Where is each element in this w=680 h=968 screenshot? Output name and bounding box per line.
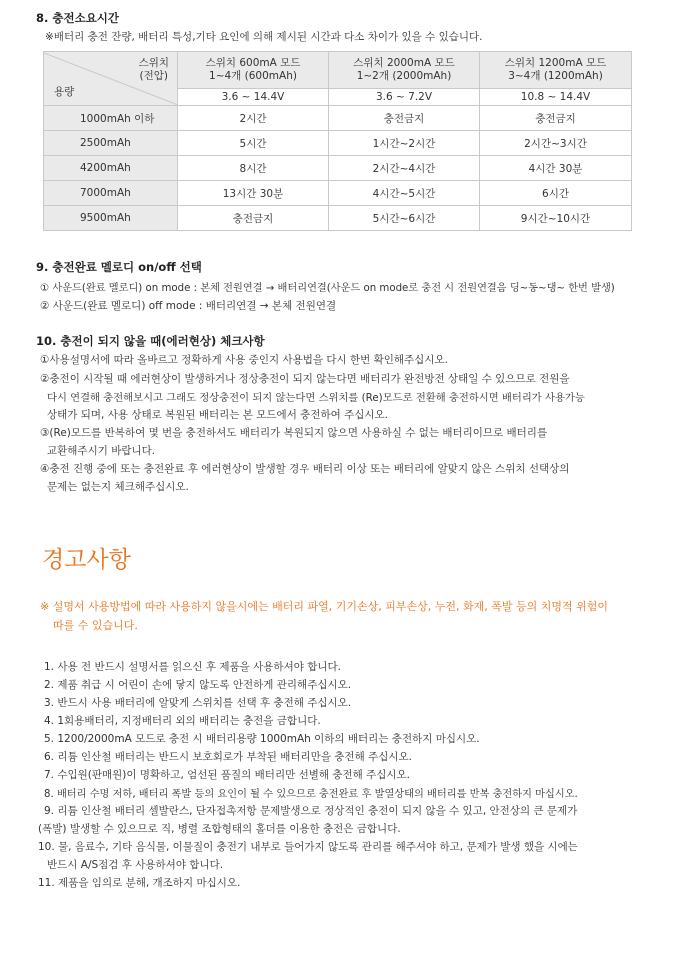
table-row (44, 106, 632, 131)
header-1200ma (480, 52, 632, 89)
time-cell: 2시간~4시간 (329, 156, 480, 181)
voltage-1200ma: 10.8 ~ 14.4V (480, 89, 632, 106)
time-cell: 5시간~6시간 (329, 206, 480, 231)
warning-item: 11. 제품을 임의로 분해, 개조하지 마십시오. (38, 877, 241, 889)
warning-item: 9. 리튬 인산철 배터리 셀발란스, 단자접촉저항 문제발생으로 정상적인 충전이 되지 않을 수 있고, 안전상의 큰 문제가 (44, 805, 578, 817)
warning-item: 5. 1200/2000mA 모드로 충전 시 배터리용량 1000mAh 이하의 배터리는 충전하지 마십시오. (44, 733, 480, 745)
section10-title: 10. 충전이 되지 않을 때(에러현상) 체크사항 (36, 334, 265, 348)
table-row (44, 156, 632, 181)
section8-note: ※배터리 충전 잔량, 배터리 특성,기타 요인에 의해 제시된 시간과 다소 차이가 있을 수 있습니다. (45, 31, 483, 43)
capacity-cell: 1000mAh 이하 (44, 106, 178, 131)
charging-time-table (43, 51, 632, 231)
capacity-cell: 9500mAh (44, 206, 178, 231)
warning-title: 경고사항 (42, 547, 131, 573)
header-1200ma-count: 3~4개 (1200mAh) (508, 70, 603, 82)
time-cell: 2시간~3시간 (480, 131, 632, 156)
time-cell: 2시간 (178, 106, 329, 131)
warning-note-line2: 따를 수 있습니다. (53, 619, 138, 632)
section9-line-off: ② 사운드(완료 멜로디) off mode : 배터리연결 → 본체 전원연결 (40, 300, 337, 312)
warning-item: 3. 반드시 사용 배터리에 알맞게 스위치를 선택 후 충전해 주십시오. (44, 697, 352, 709)
table-row (44, 181, 632, 206)
section10-line: 문제는 없는지 체크해주십시오. (47, 481, 189, 493)
section10-line: 교환해주시기 바랍니다. (47, 445, 156, 457)
header-1200ma-mode: 스위치 1200mA 모드 (504, 57, 607, 69)
header-600ma (178, 52, 329, 89)
time-cell: 9시간~10시간 (480, 206, 632, 231)
warning-item-continued: (폭발) 발생할 수 있으므로 직, 병렬 조합형태의 홀더를 이용한 충전은 금합니다. (38, 823, 401, 835)
warning-item-continued: 반드시 A/S점검 후 사용하셔야 합니다. (47, 859, 224, 871)
capacity-cell: 4200mAh (44, 156, 178, 181)
section10-line: ④충전 진행 중에 또는 충전완료 후 에러현상이 발생할 경우 배터리 이상 또는 배터리에 알맞지 않은 스위치 선택상의 (40, 463, 570, 475)
header-600ma-mode: 스위치 600mA 모드 (205, 57, 301, 69)
corner-voltage-label: (전압) (139, 69, 169, 82)
time-cell: 충전금지 (329, 106, 480, 131)
section10-line: ①사용설명서에 따라 올바르고 정확하게 사용 중인지 사용법을 다시 한번 확인해주십시오. (40, 354, 448, 366)
time-cell: 5시간 (178, 131, 329, 156)
warning-item: 8. 배터리 수명 저하, 배터리 폭발 등의 요인이 될 수 있으므로 충전완료 후 발열상태의 배터리를 반복 충전하지 마십시오. (44, 789, 578, 800)
header-600ma-count: 1~4개 (600mAh) (209, 70, 297, 82)
table-row (44, 206, 632, 231)
warning-item: 6. 리튬 인산철 배터리는 반드시 보호회로가 부착된 배터리만을 충전해 주십시오. (44, 751, 412, 763)
time-cell: 충전금지 (178, 206, 329, 231)
section10-line: ③(Re)모드를 반복하여 몇 번을 충전하셔도 배터리가 복원되지 않으면 사용하실 수 없는 배터리이므로 배터리를 (40, 427, 548, 439)
table-header-row (44, 52, 632, 89)
section8-title: 8. 충전소요시간 (36, 11, 120, 25)
voltage-2000ma: 3.6 ~ 7.2V (329, 89, 480, 106)
time-cell: 4시간 30분 (480, 156, 632, 181)
warning-item: 4. 1회용배터리, 지정배터리 외의 배터리는 충전을 금합니다. (44, 715, 321, 727)
corner-capacity-label: 용량 (54, 85, 75, 98)
warning-note-line1: ※ 설명서 사용방법에 따라 사용하지 않을시에는 배터리 파열, 기기손상, 피부손상, 누전, 화재, 폭발 등의 치명적 위험이 (40, 600, 608, 613)
capacity-cell: 7000mAh (44, 181, 178, 206)
time-cell: 13시간 30분 (178, 181, 329, 206)
header-2000ma (329, 52, 480, 89)
warning-item: 7. 수입원(판매원)이 명확하고, 엄선된 품질의 배터리만 선별해 충전해 주십시오. (44, 769, 411, 781)
warning-item: 2. 제품 취급 시 어린이 손에 닿지 않도록 안전하게 관리해주십시오. (44, 679, 352, 691)
section10-line: ②충전이 시작될 때 에러현상이 발생하거나 정상충전이 되지 않는다면 배터리가 완전방전 상태일 수 있으므로 전원을 (40, 373, 570, 385)
time-cell: 4시간~5시간 (329, 181, 480, 206)
section10-line: 상태가 되며, 사용 상태로 복원된 배터리는 본 모드에서 충전하여 주십시오. (47, 409, 389, 421)
time-cell: 6시간 (480, 181, 632, 206)
warning-item: 1. 사용 전 반드시 설명서를 읽으신 후 제품을 사용하셔야 합니다. (44, 661, 341, 673)
section9-line-on: ① 사운드(완료 멜로디) on mode : 본체 전원연결 → 배터리연결(사운드 on mode로 충전 시 전원연결음 딩~동~댕~ 한번 발생) (40, 283, 615, 294)
header-2000ma-count: 1~2개 (2000mAh) (356, 70, 452, 82)
time-cell: 충전금지 (480, 106, 632, 131)
section9-title: 9. 충전완료 멜로디 on/off 선택 (36, 260, 202, 274)
voltage-600ma: 3.6 ~ 14.4V (178, 89, 329, 106)
time-cell: 1시간~2시간 (329, 131, 480, 156)
time-cell: 8시간 (178, 156, 329, 181)
table-corner-cell (44, 52, 178, 106)
table-row (44, 131, 632, 156)
section10-line: 다시 연결해 충전해보시고 그래도 정상충전이 되지 않는다면 스위치를 (Re)모드로 전환해 충전하시면 배터리가 사용가능 (47, 392, 585, 404)
warning-item: 10. 물, 음료수, 기타 음식물, 이물질이 충전기 내부로 들어가지 않도록 관리를 해주셔야 하고, 문제가 발생 했을 시에는 (38, 841, 578, 853)
header-2000ma-mode: 스위치 2000mA 모드 (353, 57, 455, 69)
corner-switch-label: 스위치 (138, 56, 169, 69)
capacity-cell: 2500mAh (44, 131, 178, 156)
